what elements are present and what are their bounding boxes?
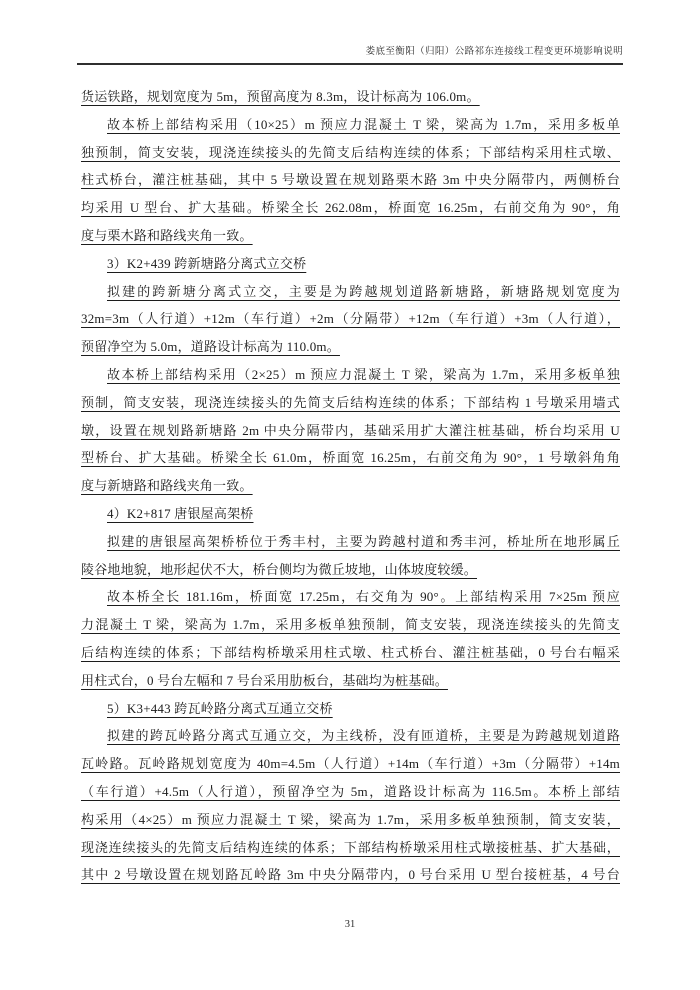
body-line: 均采用 U 型台、扩大基础。桥梁全长 262.08m，桥面宽 16.25m，右前交角为 90°，角 (81, 200, 620, 216)
body-line: 用柱式台，0 号台左幅和 7 号台采用肋板台，基础均为桩基础。 (81, 672, 448, 688)
body-line: 故本桥全长 181.16m，桥面宽 17.25m，右交角为 90°。上部结构采用 7×25m 预应 (107, 589, 620, 605)
running-header-title: 娄底至衡阳（归阳）公路祁东连接线工程变更环境影响说明 (365, 47, 623, 57)
page-number: 31 (344, 919, 356, 930)
body-line: （车行道）+4.5m（人行道），预留净空为 5m，道路设计标高为 116.5m。本桥上部结 (81, 783, 620, 799)
body-line: 预留净空为 5.0m，道路设计标高为 110.0m。 (81, 339, 340, 355)
body-line: 拟建的唐银屋高架桥桥位于秀丰村，主要为跨越村道和秀丰河，桥址所在地形属丘 (107, 533, 620, 549)
body-line: 构采用（4×25）m 预应力混凝土 T 梁，梁高为 1.7m，采用多板单独预制，简支安装， (81, 811, 620, 827)
section-heading: 5）K3+443 跨瓦岭路分离式互通立交桥 (107, 700, 333, 716)
body-line: 货运铁路，规划宽度为 5m，预留高度为 8.3m，设计标高为 106.0m。 (81, 89, 480, 104)
page-header (77, 46, 623, 65)
body-line: 柱式桥台，灌注桩基础，其中 5 号墩设置在规划路栗木路 3m 中央分隔带内，两侧桥台 (81, 172, 620, 188)
body-line: 故本桥上部结构采用（2×25）m 预应力混凝土 T 梁，梁高为 1.7m，采用多板单独 (107, 366, 620, 382)
body-line: 度与栗木路和路线夹角一致。 (81, 227, 253, 243)
body-line: 拟建的跨瓦岭路分离式互通立交，为主线桥，没有匝道桥，主要是为跨越规划道路 (107, 728, 620, 744)
document-body (81, 83, 620, 889)
body-line: 故本桥上部结构采用（10×25）m 预应力混凝土 T 梁，梁高为 1.7m，采用多板单 (107, 116, 620, 132)
body-line: 现浇连续接头的先简支后结构连续的体系；下部结构桥墩采用柱式墩接桩基、扩大基础， (81, 839, 620, 855)
body-line: 拟建的跨新塘分离式立交，主要是为跨越规划道路新塘路，新塘路规划宽度为 (107, 283, 620, 299)
body-line: 陵谷地地貌，地形起伏不大，桥台侧均为微丘坡地，山体坡度较缓。 (81, 561, 478, 577)
header-rule (77, 63, 623, 65)
body-line: 力混凝土 T 梁，梁高为 1.7m，采用多板单独预制，简支安装，现浇连续接头的先简支 (81, 617, 620, 633)
section-heading: 4）K2+817 唐银屋高架桥 (107, 505, 254, 521)
body-line: 独预制，简支安装，现浇连续接头的先简支后结构连续的体系；下部结构采用柱式墩、 (81, 144, 620, 160)
body-line: 度与新塘路和路线夹角一致。 (81, 478, 253, 494)
body-line: 预制，简支安装，现浇连续接头的先简支后结构连续的体系；下部结构 1 号墩采用墙式 (81, 394, 620, 410)
body-line: 32m=3m（人行道）+12m（车行道）+2m（分隔带）+12m（车行道）+3m（人行道）， (81, 311, 620, 327)
section-heading: 3）K2+439 跨新塘路分离式立交桥 (107, 255, 307, 271)
body-line: 其中 2 号墩设置在规划路瓦岭路 3m 中央分隔带内，0 号台采用 U 型台接桩基，4 号台 (81, 867, 620, 883)
body-line: 瓦岭路。瓦岭路规划宽度为 40m=4.5m（人行道）+14m（车行道）+3m（分隔带）+14m (81, 756, 620, 772)
body-line: 后结构连续的体系；下部结构桥墩采用柱式墩、柱式桥台、灌注桩基础，0 号台右幅采 (81, 644, 620, 660)
body-line: 型桥台、扩大基础。桥梁全长 61.0m，桥面宽 16.25m，右前交角为 90°，1 号墩斜角角 (81, 450, 620, 466)
body-line: 墩，设置在规划路新塘路 2m 中央分隔带内，基础采用扩大灌注桩基础，桥台均采用 U (81, 422, 620, 438)
